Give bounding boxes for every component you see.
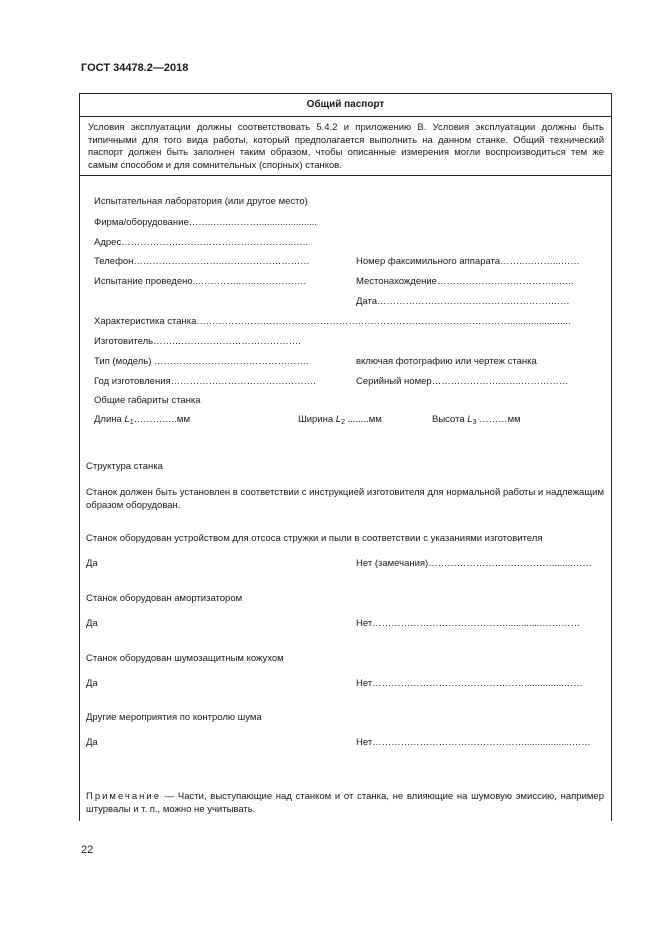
dust-extraction-question: Станок оборудован устройством для отсоса стружки и пыли в соответствии с указаниями изготовителя — [86, 533, 543, 544]
note-paragraph — [86, 791, 604, 816]
noise-enclosure-no: Нет…………………………………………...............…… — [356, 678, 583, 689]
address-field: Адрес……………….…….………………………..….. — [94, 237, 309, 248]
intro-divider — [79, 175, 612, 176]
document-header: ГОСТ 34478.2—2018 — [81, 62, 189, 74]
dust-extraction-yes: Да — [86, 558, 98, 569]
damper-yes: Да — [86, 618, 98, 629]
photo-note: включая фотографию или чертеж станка — [356, 356, 537, 367]
machine-characteristic-field: Характеристика станка………………………………………………………………………………………....................... — [94, 316, 571, 327]
lab-field: Испытательная лаборатория (или другое место) — [94, 196, 308, 207]
other-measures-yes: Да — [86, 737, 98, 748]
height-field: Высота $L_3$ ………мм — [432, 414, 521, 426]
form-title: Общий паспорт — [306, 99, 385, 110]
noise-enclosure-question: Станок оборудован шумозащитным кожухом — [86, 653, 284, 664]
install-paragraph: Станок должен быть установлен в соответствии с инструкцией изготовителя для нормальной работы и надлежащим образом оборудован. — [86, 487, 604, 511]
date-field: Дата……………………………………………….…… — [356, 296, 570, 307]
year-field: Год изготовления………………………………………. — [94, 376, 316, 387]
serial-field: Серийный номер…………………...…..…………… — [356, 376, 569, 387]
firm-field: Фирма/оборудование……..…...………...................... — [94, 217, 318, 228]
width-field: Ширина $L_2$ ........мм — [298, 414, 382, 426]
location-field: Местонахождение………………………………...….. — [356, 276, 574, 287]
phone-field: Телефон………………………..……………………… — [94, 256, 310, 267]
fax-field: Номер факсимильного аппарата……..………...…… — [356, 256, 580, 267]
dust-extraction-no: Нет (замечания)…………………………………........…… — [356, 558, 592, 569]
structure-heading: Структура станка — [86, 461, 163, 472]
title-divider — [79, 116, 612, 117]
type-model-field: Тип (модель) …………………………………………. — [94, 356, 309, 367]
manufacturer-field: Изготовитель…….…………………………………. — [94, 336, 301, 347]
damper-question: Станок оборудован амортизатором — [86, 593, 243, 604]
other-measures-question: Другие мероприятия по контролю шума — [86, 712, 262, 723]
note-label: Примечание — [86, 791, 161, 802]
intro-paragraph: Условия эксплуатации должны соответствовать 5.4.2 и приложению В. Условия эксплуатации должны быть типичными для того вида работы, который предполагается выполнить на данном станке. Общий технический паспорт должен быть заполнен таким образом, чтобы описанные измерения могли воспроизводиться тем же самым способом и для сомнительных (спорных) станков. — [88, 122, 604, 171]
note-text: — Части, выступающие над станком и от станка, не влияющие на шумовую эмиссию, например штурвалы и т. п., можно не учитывать. — [86, 791, 604, 815]
other-measures-no: Нет…………………………………………..................…… — [356, 737, 591, 748]
noise-enclosure-yes: Да — [86, 678, 98, 689]
damper-no: Нет……………………………………..............………… — [356, 618, 581, 629]
dimensions-title: Общие габариты станка — [94, 395, 201, 406]
page-number: 22 — [81, 844, 94, 856]
length-field: Длина $L_1\dots\dots\dots\dots..мм$ — [94, 414, 190, 426]
tested-by-field: Испытание проведено..…………..…..……………. — [94, 276, 307, 287]
